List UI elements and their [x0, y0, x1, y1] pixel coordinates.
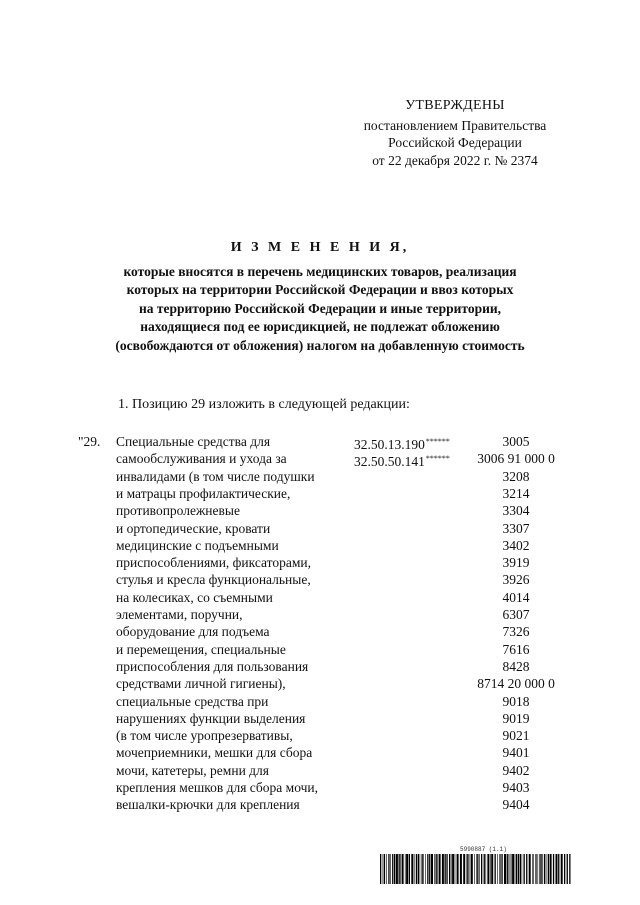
approval-line-3: от 22 декабря 2022 г. № 2374: [372, 152, 538, 168]
tnved-code: 8428: [502, 658, 530, 674]
tnved-code: 3208: [502, 468, 530, 484]
tnved-code: 9404: [502, 797, 530, 813]
table-row: [0, 520, 640, 537]
subheading-line: на территорию Российской Федерации и иные территории,: [138, 300, 502, 316]
table-row: [0, 502, 640, 519]
tnved-code: 9019: [502, 710, 530, 726]
tnved-code: 9018: [502, 693, 530, 709]
tnved-code: 3307: [502, 520, 530, 536]
description-line: элементами, поручни,: [116, 607, 243, 622]
table-row: [0, 727, 640, 744]
description-line: и матрацы профилактические,: [116, 485, 291, 501]
footnote-mark: ******: [425, 454, 450, 464]
document-heading: И З М Е Н Е Н И Я,: [230, 240, 410, 255]
description-line: мочи, катетеры, ремни для: [116, 762, 269, 778]
description-line: приспособлениями, фиксаторами,: [116, 555, 312, 571]
approval-line-2: Российской Федерации: [388, 135, 522, 150]
table-row: [0, 589, 640, 606]
description-line: (в том числе уропрезервативы,: [116, 728, 293, 744]
barcode-bars: [380, 854, 572, 884]
table-row: [0, 744, 640, 761]
table-row: [0, 537, 640, 554]
barcode: [380, 846, 572, 886]
table-row: [0, 710, 640, 727]
description-line: специальные средства при: [116, 693, 269, 709]
tnved-code: 9401: [502, 745, 530, 761]
tnved-code: 3006 91 000 0: [477, 451, 555, 467]
okpd-code-value: 32.50.13.190: [354, 437, 425, 452]
tnved-code: 3919: [502, 555, 530, 571]
description-line: противопролежневые: [116, 503, 240, 519]
approval-line-1: постановлением Правительства: [363, 117, 547, 133]
okpd-code-value: 32.50.50.141: [354, 454, 425, 470]
tnved-code: 7326: [502, 624, 530, 640]
description-line: средствами личной гигиены),: [116, 676, 286, 692]
description-line: и перемещения, специальные: [116, 641, 286, 657]
subheading-line: находящиеся под ее юрисдикцией, не подлежат обложению: [140, 319, 500, 335]
tnved-code: 3214: [502, 485, 530, 501]
footnote-mark: ******: [425, 437, 450, 446]
table-row: [0, 658, 640, 675]
table-row: [0, 623, 640, 640]
instruction-paragraph: 1. Позицию 29 изложить в следующей редакции:: [118, 397, 410, 412]
table-row: [0, 433, 640, 450]
table-row: [0, 693, 640, 710]
subheading-line: которых на территории Российской Федерации и ввоз которых: [126, 282, 514, 298]
description-line: крепления мешков для сбора мочи,: [116, 780, 319, 795]
description-line: стулья и кресла функциональные,: [116, 572, 311, 588]
tnved-code: 3926: [502, 572, 530, 588]
description-line: нарушениях функции выделения: [116, 710, 306, 726]
table-row: [0, 606, 640, 623]
table-row: [0, 675, 640, 692]
approval-title: УТВЕРЖДЕНЫ: [405, 98, 505, 113]
tnved-code: 9403: [502, 780, 530, 795]
tnved-code: 3304: [502, 503, 530, 519]
description-line: на колесиках, со съемными: [116, 589, 273, 605]
description-line: приспособления для пользования: [116, 658, 309, 674]
table-row: [0, 485, 640, 502]
table-row: [0, 554, 640, 571]
tnved-code: 9402: [502, 762, 530, 778]
tnved-code: 4014: [502, 589, 530, 605]
position-number: "29.: [78, 434, 101, 449]
table-row: [0, 779, 640, 796]
description-line: медицинские с подъемными: [116, 537, 279, 553]
description-line: Специальные средства для: [116, 434, 271, 449]
tnved-code: 3402: [502, 537, 530, 553]
tnved-code: 3005: [502, 434, 530, 449]
table-row: [0, 571, 640, 588]
description-line: инвалидами (в том числе подушки: [116, 468, 315, 484]
tnved-code: 7616: [502, 641, 530, 657]
approval-block: [330, 97, 580, 169]
barcode-label: 5990887 (1.1): [460, 846, 507, 853]
document-subheading: [60, 263, 580, 355]
subheading-line: которые вносятся в перечень медицинских товаров, реализация: [123, 264, 517, 279]
table-row: [0, 450, 640, 470]
tnved-code: 8714 20 000 0: [477, 676, 555, 692]
description-line: самообслуживания и ухода за: [116, 451, 287, 467]
table-row: [0, 468, 640, 485]
description-line: оборудование для подъема: [116, 624, 270, 640]
tnved-code: 9021: [502, 728, 530, 744]
description-line: вешалки-крючки для крепления: [116, 797, 300, 813]
table-row: [0, 796, 640, 813]
table-row: [0, 762, 640, 779]
table-row: [0, 641, 640, 658]
description-line: и ортопедические, кровати: [116, 520, 271, 536]
subheading-line: (освобождаются от обложения) налогом на добавленную стоимость: [115, 337, 525, 353]
description-line: мочеприемники, мешки для сбора: [116, 745, 313, 761]
tnved-code: 6307: [502, 607, 530, 622]
